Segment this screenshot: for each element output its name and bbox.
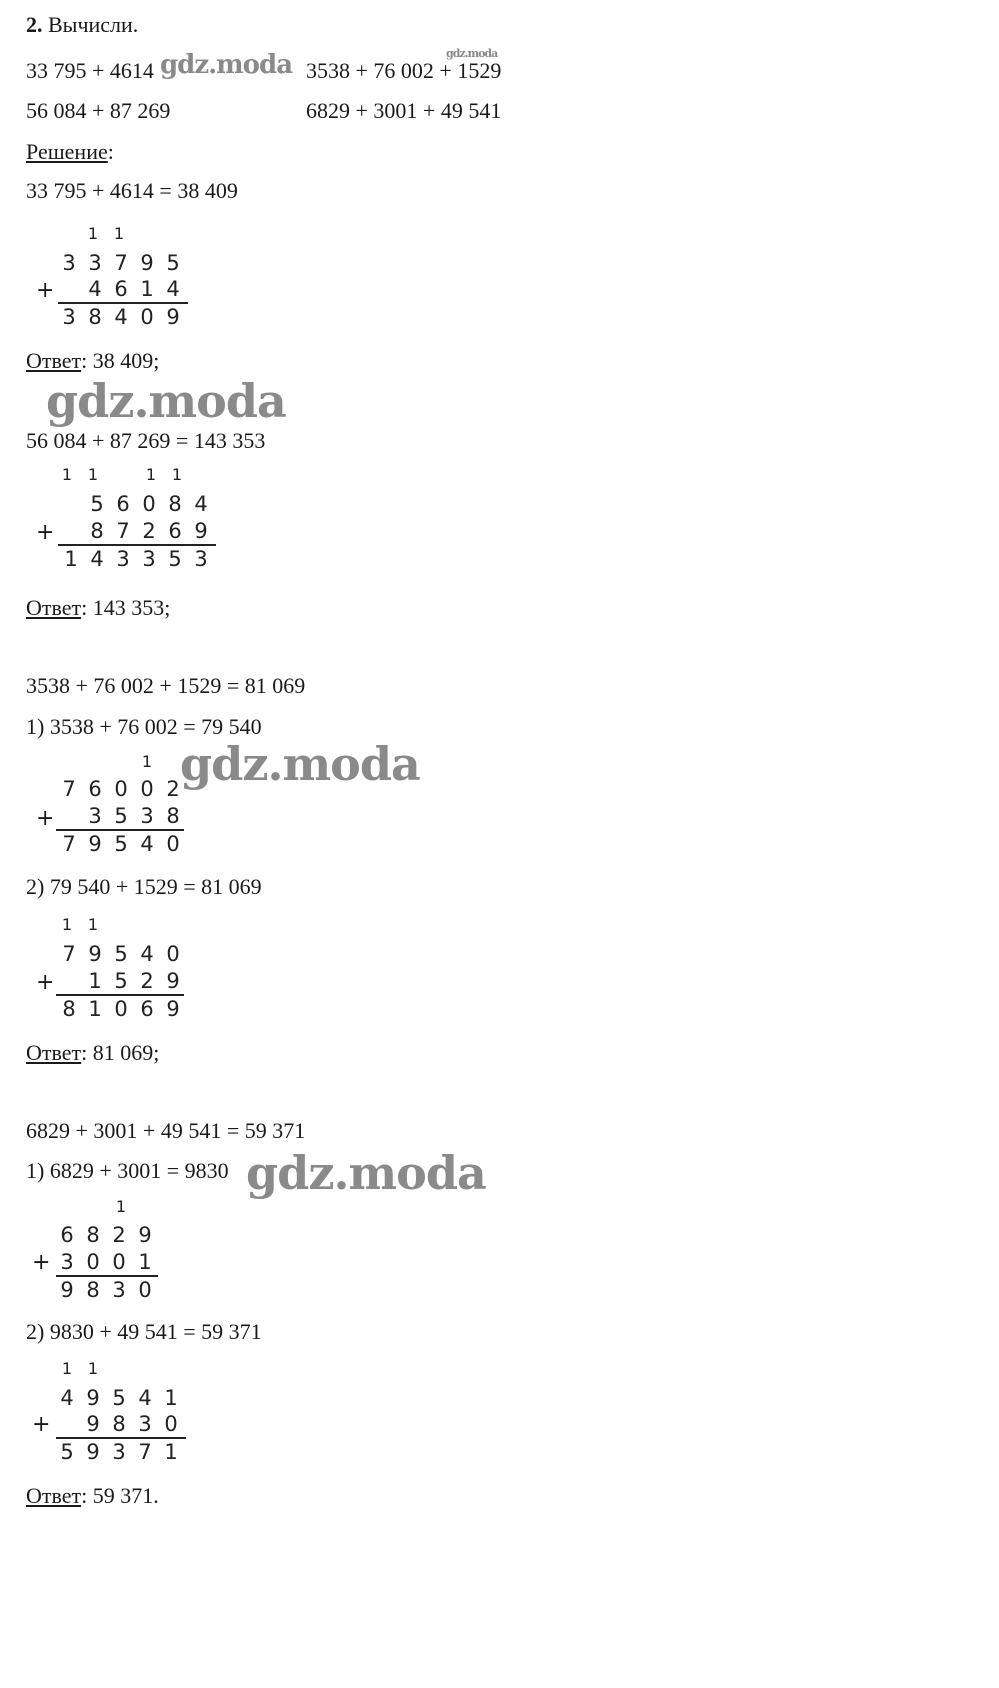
p3-step2-column-addition xyxy=(56,915,196,1025)
digit: 1 xyxy=(164,1386,178,1410)
solution-label: Решение xyxy=(26,139,108,164)
answer-label: Ответ xyxy=(26,348,82,373)
answer-label: Ответ xyxy=(26,1483,82,1508)
digit: 2 xyxy=(142,519,156,543)
p4-step-2: 2) 9830 + 49 541 = 59 371 xyxy=(26,1319,262,1344)
p4-step2-column-addition xyxy=(52,1359,192,1469)
plus-sign: + xyxy=(36,970,55,995)
digit: 9 xyxy=(166,305,180,329)
digit: 8 xyxy=(86,1278,100,1302)
digit: 9 xyxy=(166,969,180,993)
digit: 7 xyxy=(138,1440,152,1464)
digit: 5 xyxy=(114,942,128,966)
digit: 8 xyxy=(168,492,182,516)
digit: 5 xyxy=(168,547,182,571)
digit: 3 xyxy=(140,804,154,828)
digit: 0 xyxy=(166,832,180,856)
watermark: gdz.moda xyxy=(160,50,293,80)
digit: 3 xyxy=(60,1250,74,1274)
task-header xyxy=(26,14,138,36)
plus-sign: + xyxy=(36,520,55,545)
digit: 6 xyxy=(140,997,154,1021)
answer-value: : 143 353; xyxy=(81,595,171,620)
digit: 5 xyxy=(166,251,180,275)
digit: 3 xyxy=(88,804,102,828)
digit: 7 xyxy=(62,777,76,801)
digit: 2 xyxy=(112,1223,126,1247)
exercise-3: 56 084 + 87 269 xyxy=(26,98,171,123)
digit: 9 xyxy=(194,519,208,543)
digit: 8 xyxy=(90,519,104,543)
digit: 7 xyxy=(62,832,76,856)
task-instruction: Вычисли. xyxy=(48,12,139,37)
carry-digit: 1 xyxy=(61,1359,73,1378)
digit: 4 xyxy=(140,832,154,856)
digit: 6 xyxy=(60,1223,74,1247)
digit: 4 xyxy=(138,1386,152,1410)
digit: 4 xyxy=(194,492,208,516)
carry-digit: 1 xyxy=(61,915,73,934)
carry-digit: 1 xyxy=(87,224,99,243)
digit: 8 xyxy=(88,305,102,329)
digit: 3 xyxy=(142,547,156,571)
digit: 3 xyxy=(138,1412,152,1436)
digit: 5 xyxy=(114,804,128,828)
digit: 4 xyxy=(90,547,104,571)
p4-step1-column-addition xyxy=(52,1197,172,1307)
digit: 5 xyxy=(114,832,128,856)
digit: 6 xyxy=(116,492,130,516)
answer-value: : 38 409; xyxy=(81,348,160,373)
plus-sign: + xyxy=(36,806,55,831)
exercise-2: 3538 + 76 002 + 1529 xyxy=(306,58,502,83)
p1-column-addition xyxy=(56,224,196,334)
carry-digit: 1 xyxy=(171,465,183,484)
digit: 4 xyxy=(140,942,154,966)
watermark: gdz.moda xyxy=(446,47,498,60)
digit: 0 xyxy=(114,997,128,1021)
exercise-4: 6829 + 3001 + 49 541 xyxy=(306,98,502,123)
p3-step1-column-addition xyxy=(56,752,196,862)
digit: 2 xyxy=(140,969,154,993)
digit: 3 xyxy=(112,1278,126,1302)
digit: 6 xyxy=(168,519,182,543)
answer-value: : 81 069; xyxy=(81,1040,160,1065)
digit: 0 xyxy=(142,492,156,516)
digit: 2 xyxy=(166,777,180,801)
p3-step-1: 1) 3538 + 76 002 = 79 540 xyxy=(26,714,262,739)
digit: 8 xyxy=(166,804,180,828)
carry-digit: 1 xyxy=(61,465,73,484)
digit: 0 xyxy=(140,777,154,801)
watermark: gdz.moda xyxy=(246,1146,486,1200)
p1-equation: 33 795 + 4614 = 38 409 xyxy=(26,178,238,203)
plus-sign: + xyxy=(36,278,55,303)
answer-value: : 59 371. xyxy=(81,1483,159,1508)
digit: 1 xyxy=(64,547,78,571)
digit: 7 xyxy=(116,519,130,543)
carry-digit: 1 xyxy=(115,1197,127,1216)
p2-column-addition xyxy=(56,465,226,575)
digit: 0 xyxy=(112,1250,126,1274)
digit: 1 xyxy=(88,997,102,1021)
p4-equation: 6829 + 3001 + 49 541 = 59 371 xyxy=(26,1118,306,1143)
digit: 7 xyxy=(114,251,128,275)
digit: 4 xyxy=(114,305,128,329)
carry-digit: 1 xyxy=(141,752,153,771)
solution-colon: : xyxy=(107,139,114,164)
digit: 5 xyxy=(112,1386,126,1410)
digit: 3 xyxy=(62,305,76,329)
digit: 9 xyxy=(140,251,154,275)
digit: 9 xyxy=(86,1440,100,1464)
digit: 5 xyxy=(114,969,128,993)
answer-label: Ответ xyxy=(26,1040,82,1065)
carry-digit: 1 xyxy=(87,465,99,484)
digit: 5 xyxy=(60,1440,74,1464)
digit: 0 xyxy=(138,1278,152,1302)
digit: 9 xyxy=(88,832,102,856)
digit: 0 xyxy=(114,777,128,801)
digit: 6 xyxy=(114,277,128,301)
p2-answer xyxy=(26,597,170,619)
digit: 3 xyxy=(88,251,102,275)
digit: 8 xyxy=(112,1412,126,1436)
task-number: 2. xyxy=(26,12,43,37)
digit: 1 xyxy=(140,277,154,301)
digit: 0 xyxy=(166,942,180,966)
p4-step-1: 1) 6829 + 3001 = 9830 xyxy=(26,1158,229,1183)
p3-equation: 3538 + 76 002 + 1529 = 81 069 xyxy=(26,673,306,698)
digit: 4 xyxy=(88,277,102,301)
digit: 9 xyxy=(166,997,180,1021)
digit: 5 xyxy=(90,492,104,516)
exercise-1: 33 795 + 4614 xyxy=(26,58,154,83)
p1-answer xyxy=(26,350,159,372)
plus-sign: + xyxy=(32,1250,51,1275)
digit: 4 xyxy=(60,1386,74,1410)
digit: 0 xyxy=(164,1412,178,1436)
digit: 7 xyxy=(62,942,76,966)
digit: 9 xyxy=(86,1386,100,1410)
digit: 8 xyxy=(62,997,76,1021)
digit: 8 xyxy=(86,1223,100,1247)
digit: 4 xyxy=(166,277,180,301)
digit: 3 xyxy=(116,547,130,571)
carry-digit: 1 xyxy=(145,465,157,484)
digit: 3 xyxy=(62,251,76,275)
digit: 0 xyxy=(86,1250,100,1274)
p2-equation: 56 084 + 87 269 = 143 353 xyxy=(26,428,266,453)
digit: 1 xyxy=(88,969,102,993)
p4-answer xyxy=(26,1485,159,1507)
digit: 6 xyxy=(88,777,102,801)
digit: 1 xyxy=(164,1440,178,1464)
watermark: gdz.moda xyxy=(180,737,420,791)
digit: 9 xyxy=(88,942,102,966)
carry-digit: 1 xyxy=(113,224,125,243)
solution-heading xyxy=(26,141,114,163)
answer-label: Ответ xyxy=(26,595,82,620)
digit: 0 xyxy=(140,305,154,329)
digit: 3 xyxy=(194,547,208,571)
carry-digit: 1 xyxy=(87,1359,99,1378)
p3-answer xyxy=(26,1042,159,1064)
carry-digit: 1 xyxy=(87,915,99,934)
plus-sign: + xyxy=(32,1412,51,1437)
p3-step-2: 2) 79 540 + 1529 = 81 069 xyxy=(26,874,262,899)
digit: 1 xyxy=(138,1250,152,1274)
digit: 9 xyxy=(138,1223,152,1247)
watermark: gdz.moda xyxy=(46,374,286,428)
digit: 9 xyxy=(60,1278,74,1302)
digit: 9 xyxy=(86,1412,100,1436)
digit: 3 xyxy=(112,1440,126,1464)
